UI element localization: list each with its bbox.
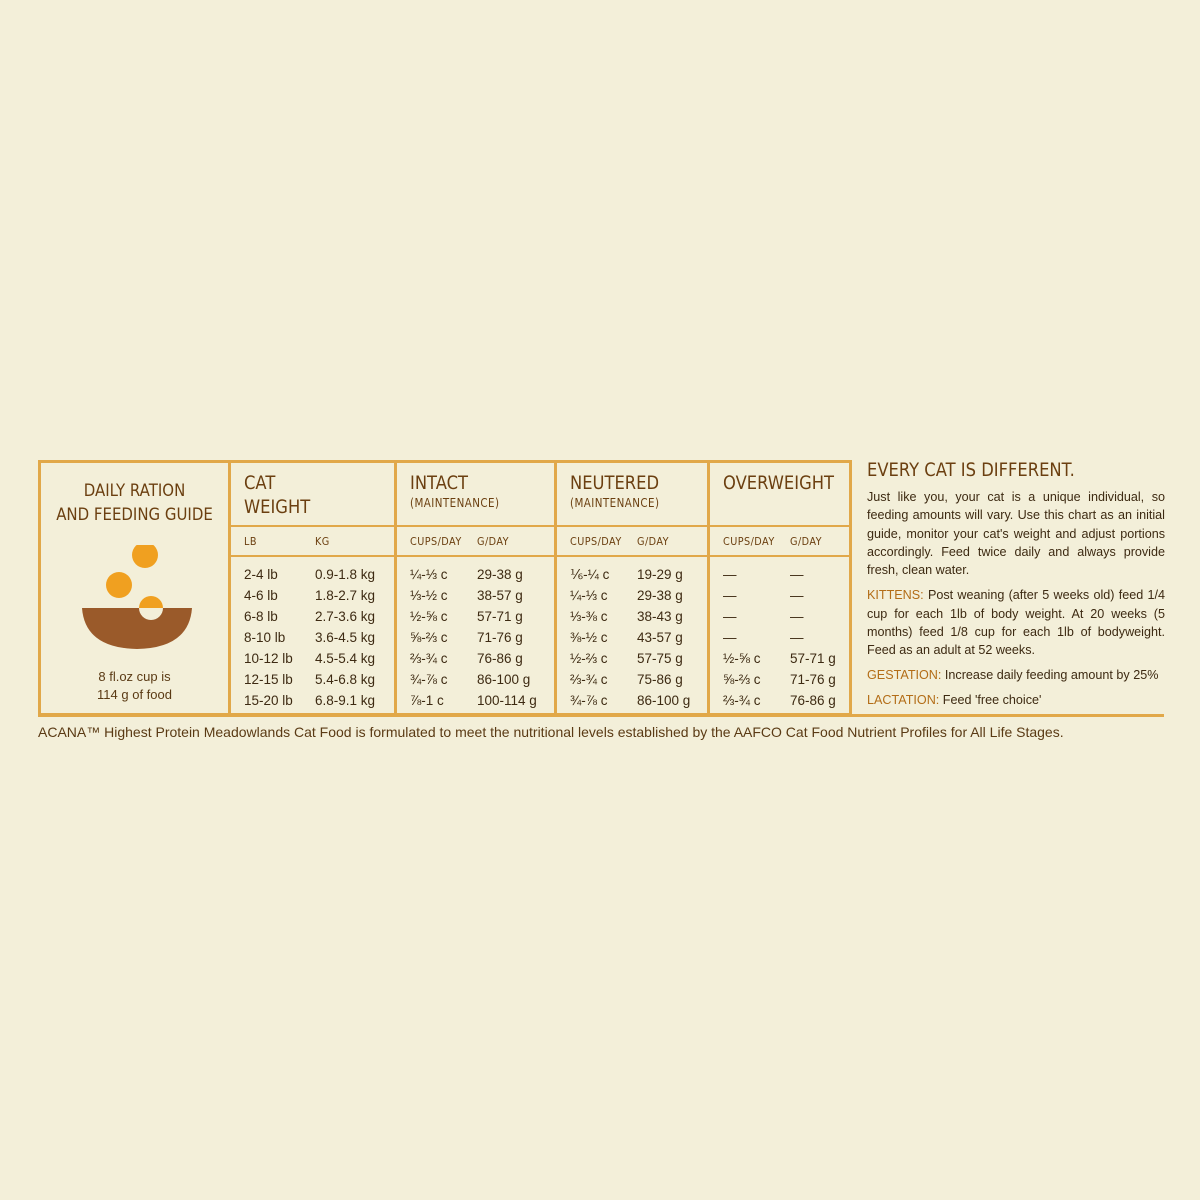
table-cell: ⅓-½ c xyxy=(410,588,448,603)
daily-ration-panel xyxy=(41,463,231,713)
kibble-piece xyxy=(132,545,158,568)
lactation-note xyxy=(867,691,1165,709)
daily-ration-title xyxy=(52,479,217,527)
table-cell: — xyxy=(723,630,737,645)
kibble-piece xyxy=(139,596,163,608)
kittens-note xyxy=(867,586,1165,659)
unit-label: G/DAY xyxy=(637,535,670,548)
side-title: EVERY CAT IS DIFFERENT. xyxy=(867,459,1075,481)
column-title: INTACT xyxy=(410,472,469,494)
table-cell: 71-76 g xyxy=(477,630,523,645)
unit-row xyxy=(397,527,554,557)
table-cell: ⅞-1 c xyxy=(410,693,444,708)
table-cell: 5.4-6.8 kg xyxy=(315,672,376,687)
table-cell: 76-86 g xyxy=(477,651,523,666)
unit-label: CUPS/DAY xyxy=(570,535,622,548)
table-cell: 12-15 lb xyxy=(244,672,293,687)
table-cell: — xyxy=(790,609,804,624)
table-cell: — xyxy=(790,588,804,603)
column-header xyxy=(557,463,707,527)
bowl-with-kibble-icon xyxy=(81,545,193,655)
table-cell: ⅙-¼ c xyxy=(570,567,610,582)
table-cell: 1.8-2.7 kg xyxy=(315,588,376,603)
bottom-rule xyxy=(38,714,1164,717)
table-cell: 57-71 g xyxy=(477,609,523,624)
table-cell: ⅔-¾ c xyxy=(723,693,761,708)
title-line-1: CAT xyxy=(244,472,276,494)
table-cell: 71-76 g xyxy=(790,672,836,687)
table-cell: 0.9-1.8 kg xyxy=(315,567,376,582)
table-cell: 4-6 lb xyxy=(244,588,278,603)
table-cell: 2-4 lb xyxy=(244,567,278,582)
kittens-text: Post weaning (after 5 weeks old) feed 1/4 cup for each 1lb of body weight. At 20 weeks (5 months) feed 1/8 cup for each 1lb of bodyweight. Feed as an adult at 52 weeks. xyxy=(867,588,1165,658)
table-cell: — xyxy=(790,567,804,582)
every-cat-different-panel xyxy=(867,458,1165,709)
table-cell: 86-100 g xyxy=(637,693,691,708)
table-cell: ⅝-⅔ c xyxy=(410,630,448,645)
table-cell: 4.5-5.4 kg xyxy=(315,651,376,666)
table-cell: 6.8-9.1 kg xyxy=(315,693,376,708)
table-cell: 6-8 lb xyxy=(244,609,278,624)
table-cell: 10-12 lb xyxy=(244,651,293,666)
unit-label: CUPS/DAY xyxy=(723,535,775,548)
table-cell: ½-⅝ c xyxy=(410,609,448,624)
table-cell: 3.6-4.5 kg xyxy=(315,630,376,645)
table-cell: ⅜-½ c xyxy=(570,630,608,645)
table-cell: — xyxy=(790,630,804,645)
column-title xyxy=(244,471,310,519)
table-cell: ½-⅝ c xyxy=(723,651,761,666)
cat-weight-column xyxy=(231,463,397,713)
intact-column xyxy=(397,463,557,713)
column-header xyxy=(710,463,849,527)
neutered-column xyxy=(557,463,710,713)
table-cell: 57-71 g xyxy=(790,651,836,666)
feeding-guide-table xyxy=(38,460,852,716)
unit-row xyxy=(710,527,849,557)
table-cell: 29-38 g xyxy=(637,588,683,603)
column-subtitle: (MAINTENANCE) xyxy=(410,496,500,510)
table-cell: 100-114 g xyxy=(477,693,537,708)
overweight-column xyxy=(710,463,849,713)
gestation-text: Increase daily feeding amount by 25% xyxy=(941,667,1159,682)
table-cell: 29-38 g xyxy=(477,567,523,582)
side-intro: Just like you, your cat is a unique individual, so feeding amounts will vary. Use this chart as an initial guide, monitor your cat's weight and adjust portions accordingly. Feed twice daily and always provide fresh, clean water. xyxy=(867,490,1165,578)
caption-line-1: 8 fl.oz cup is xyxy=(98,669,171,684)
column-title: NEUTERED xyxy=(570,472,660,494)
footnote: ACANA™ Highest Protein Meadowlands Cat Food is formulated to meet the nutritional levels established by the AAFCO Cat Food Nutrient Profiles for All Life Stages. xyxy=(38,724,1064,740)
bowl-shape xyxy=(82,608,192,649)
unit-label: G/DAY xyxy=(477,535,510,548)
table-cell: 38-57 g xyxy=(477,588,523,603)
table-cell: — xyxy=(723,588,737,603)
table-cell: 8-10 lb xyxy=(244,630,286,645)
title-line-1: DAILY RATION xyxy=(83,481,186,501)
unit-label: LB xyxy=(244,535,257,548)
table-cell: 2.7-3.6 kg xyxy=(315,609,376,624)
table-cell: ¼-⅓ c xyxy=(410,567,448,582)
table-cell: ⅔-¾ c xyxy=(410,651,448,666)
table-cell: ⅓-⅜ c xyxy=(570,609,608,624)
column-title: OVERWEIGHT xyxy=(723,472,835,494)
unit-label: CUPS/DAY xyxy=(410,535,462,548)
table-cell: 86-100 g xyxy=(477,672,531,687)
unit-label: KG xyxy=(315,535,330,548)
title-line-2: WEIGHT xyxy=(244,496,311,518)
table-cell: — xyxy=(723,609,737,624)
table-cell: 43-57 g xyxy=(637,630,683,645)
column-header xyxy=(397,463,554,527)
caption-line-2: 114 g of food xyxy=(97,687,172,702)
table-cell: ½-⅔ c xyxy=(570,651,608,666)
table-cell: 76-86 g xyxy=(790,693,836,708)
table-cell: 15-20 lb xyxy=(244,693,293,708)
lactation-text: Feed 'free choice' xyxy=(939,692,1042,707)
gestation-label: GESTATION: xyxy=(867,667,942,682)
kibble-piece xyxy=(106,572,132,598)
column-header xyxy=(231,463,394,527)
unit-row xyxy=(557,527,707,557)
gestation-note xyxy=(867,666,1165,684)
lactation-label: LACTATION: xyxy=(867,692,940,707)
table-cell: ¾-⅞ c xyxy=(570,693,608,708)
table-cell: ¼-⅓ c xyxy=(570,588,608,603)
cup-caption xyxy=(41,668,228,704)
table-cell: ⅝-⅔ c xyxy=(723,672,761,687)
table-cell: 38-43 g xyxy=(637,609,683,624)
unit-row xyxy=(231,527,394,557)
table-cell: 57-75 g xyxy=(637,651,683,666)
column-subtitle: (MAINTENANCE) xyxy=(570,496,660,510)
table-cell: ⅔-¾ c xyxy=(570,672,608,687)
table-cell: — xyxy=(723,567,737,582)
table-cell: ¾-⅞ c xyxy=(410,672,448,687)
kittens-label: KITTENS: xyxy=(867,588,924,603)
table-cell: 19-29 g xyxy=(637,567,683,582)
title-line-2: AND FEEDING GUIDE xyxy=(56,505,213,525)
table-cell: 75-86 g xyxy=(637,672,683,687)
unit-label: G/DAY xyxy=(790,535,823,548)
